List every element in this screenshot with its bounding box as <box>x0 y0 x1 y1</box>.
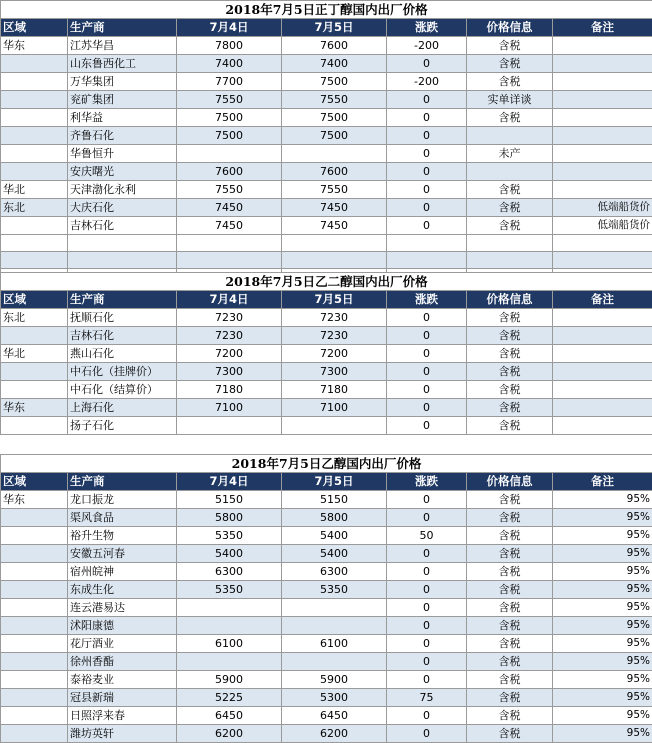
producer-cell: 安徽五河春 <box>68 545 177 563</box>
producer-cell: 花厅酒业 <box>68 635 177 653</box>
table-row <box>1 509 652 527</box>
empty-cell <box>467 235 553 252</box>
producer-cell: 东成生化 <box>68 581 177 599</box>
header-change: 涨跌 <box>387 19 467 37</box>
table-title: 2018年7月5日乙二醇国内出厂价格 <box>1 273 652 291</box>
date2-price-cell: 7500 <box>282 73 387 91</box>
date2-price-cell: 7180 <box>282 381 387 399</box>
producer-cell: 潍坊英轩 <box>68 725 177 743</box>
note-cell: 95% <box>553 671 652 689</box>
note-cell <box>553 109 652 127</box>
change-cell: -200 <box>387 73 467 91</box>
date1-price-cell: 7230 <box>177 327 282 345</box>
change-cell: 0 <box>387 55 467 73</box>
region-cell <box>1 381 68 399</box>
producer-cell: 齐鲁石化 <box>68 127 177 145</box>
date1-price-cell: 6300 <box>177 563 282 581</box>
date1-price-cell <box>177 145 282 163</box>
note-cell <box>553 181 652 199</box>
note-cell: 低端船货价 <box>553 199 652 217</box>
table-row <box>1 327 652 345</box>
table-row <box>1 381 652 399</box>
producer-cell: 泰裕麦业 <box>68 671 177 689</box>
empty-cell <box>177 252 282 269</box>
change-cell: 0 <box>387 707 467 725</box>
table-row <box>1 91 652 109</box>
empty-cell <box>553 235 652 252</box>
empty-cell <box>1 235 68 252</box>
region-cell <box>1 417 68 435</box>
date1-price-cell: 7300 <box>177 363 282 381</box>
header-date2: 7月5日 <box>282 291 387 309</box>
change-cell: 0 <box>387 345 467 363</box>
date2-price-cell: 5400 <box>282 527 387 545</box>
producer-cell: 中石化（挂牌价） <box>68 363 177 381</box>
table-row <box>1 55 652 73</box>
date1-price-cell: 5150 <box>177 491 282 509</box>
producer-cell: 吉林石化 <box>68 327 177 345</box>
producer-cell: 抚顺石化 <box>68 309 177 327</box>
change-cell: 0 <box>387 563 467 581</box>
producer-cell: 吉林石化 <box>68 217 177 235</box>
note-cell <box>553 363 652 381</box>
date1-price-cell: 5225 <box>177 689 282 707</box>
empty-row <box>1 252 652 269</box>
header-date1: 7月4日 <box>177 473 282 491</box>
date2-price-cell: 7500 <box>282 127 387 145</box>
change-cell: 0 <box>387 91 467 109</box>
empty-cell <box>282 235 387 252</box>
table-row <box>1 199 652 217</box>
note-cell <box>553 327 652 345</box>
change-cell: 0 <box>387 145 467 163</box>
price-info-cell: 含税 <box>467 381 553 399</box>
table-row <box>1 653 652 671</box>
region-cell <box>1 635 68 653</box>
price-info-cell: 含税 <box>467 635 553 653</box>
table-row <box>1 417 652 435</box>
price-info-cell: 含税 <box>467 545 553 563</box>
table-title: 2018年7月5日乙醇国内出厂价格 <box>1 455 652 473</box>
region-cell <box>1 91 68 109</box>
date1-price-cell: 6450 <box>177 707 282 725</box>
table-row <box>1 399 652 417</box>
producer-cell: 山东鲁西化工 <box>68 55 177 73</box>
producer-cell: 利华益 <box>68 109 177 127</box>
region-cell: 华东 <box>1 37 68 55</box>
date1-price-cell: 6100 <box>177 635 282 653</box>
date2-price-cell <box>282 145 387 163</box>
change-cell: 0 <box>387 109 467 127</box>
producer-cell: 上海石化 <box>68 399 177 417</box>
date2-price-cell: 7300 <box>282 363 387 381</box>
date1-price-cell: 7450 <box>177 199 282 217</box>
price-info-cell: 实单详谈 <box>467 91 553 109</box>
change-cell: 0 <box>387 671 467 689</box>
date2-price-cell: 6100 <box>282 635 387 653</box>
note-cell: 95% <box>553 617 652 635</box>
date2-price-cell: 7550 <box>282 181 387 199</box>
change-cell: 0 <box>387 617 467 635</box>
change-cell: 0 <box>387 581 467 599</box>
date2-price-cell: 5350 <box>282 581 387 599</box>
note-cell <box>553 163 652 181</box>
region-cell <box>1 545 68 563</box>
change-cell: 0 <box>387 199 467 217</box>
date1-price-cell <box>177 653 282 671</box>
empty-cell <box>1 252 68 269</box>
note-cell: 95% <box>553 599 652 617</box>
date1-price-cell <box>177 417 282 435</box>
producer-cell: 安庆曙光 <box>68 163 177 181</box>
region-cell <box>1 653 68 671</box>
table-row <box>1 689 652 707</box>
change-cell: 0 <box>387 509 467 527</box>
table-row <box>1 363 652 381</box>
date2-price-cell: 6450 <box>282 707 387 725</box>
region-cell: 华东 <box>1 399 68 417</box>
producer-cell: 冠县新瑞 <box>68 689 177 707</box>
header-price-info: 价格信息 <box>467 291 553 309</box>
region-cell <box>1 707 68 725</box>
table-row <box>1 309 652 327</box>
date2-price-cell <box>282 417 387 435</box>
note-cell <box>553 127 652 145</box>
price-info-cell: 含税 <box>467 55 553 73</box>
note-cell: 95% <box>553 491 652 509</box>
region-cell <box>1 599 68 617</box>
date2-price-cell: 7600 <box>282 163 387 181</box>
region-cell <box>1 109 68 127</box>
price-info-cell: 含税 <box>467 363 553 381</box>
region-cell <box>1 145 68 163</box>
header-producer: 生产商 <box>68 19 177 37</box>
change-cell: -200 <box>387 37 467 55</box>
date2-price-cell: 7200 <box>282 345 387 363</box>
note-cell <box>553 55 652 73</box>
header-change: 涨跌 <box>387 473 467 491</box>
header-date1: 7月4日 <box>177 291 282 309</box>
date2-price-cell: 7230 <box>282 309 387 327</box>
date1-price-cell: 7500 <box>177 127 282 145</box>
note-cell: 95% <box>553 725 652 743</box>
header-change: 涨跌 <box>387 291 467 309</box>
empty-cell <box>387 235 467 252</box>
note-cell: 95% <box>553 707 652 725</box>
producer-cell: 沭阳康德 <box>68 617 177 635</box>
date2-price-cell: 5300 <box>282 689 387 707</box>
region-cell <box>1 55 68 73</box>
date1-price-cell: 7180 <box>177 381 282 399</box>
price-info-cell: 含税 <box>467 345 553 363</box>
price-info-cell: 含税 <box>467 309 553 327</box>
producer-cell: 扬子石化 <box>68 417 177 435</box>
region-cell <box>1 509 68 527</box>
producer-cell: 天津渤化永利 <box>68 181 177 199</box>
note-cell <box>553 73 652 91</box>
date2-price-cell: 7450 <box>282 199 387 217</box>
date2-price-cell: 7230 <box>282 327 387 345</box>
empty-cell <box>177 235 282 252</box>
change-cell: 0 <box>387 417 467 435</box>
empty-cell <box>68 252 177 269</box>
date1-price-cell: 7800 <box>177 37 282 55</box>
note-cell: 低端船货价 <box>553 217 652 235</box>
date1-price-cell: 7400 <box>177 55 282 73</box>
price-info-cell: 含税 <box>467 399 553 417</box>
table-row <box>1 635 652 653</box>
price-info-cell: 含税 <box>467 707 553 725</box>
table-row <box>1 707 652 725</box>
header-region: 区域 <box>1 19 68 37</box>
date1-price-cell <box>177 617 282 635</box>
empty-cell <box>387 252 467 269</box>
empty-row <box>1 235 652 252</box>
date2-price-cell: 6300 <box>282 563 387 581</box>
change-cell: 0 <box>387 491 467 509</box>
change-cell: 50 <box>387 527 467 545</box>
change-cell: 0 <box>387 725 467 743</box>
price-info-cell: 含税 <box>467 617 553 635</box>
header-price-info: 价格信息 <box>467 473 553 491</box>
region-cell <box>1 581 68 599</box>
date1-price-cell: 7700 <box>177 73 282 91</box>
table-row <box>1 127 652 145</box>
price-info-cell: 含税 <box>467 37 553 55</box>
region-cell <box>1 563 68 581</box>
producer-cell: 华鲁恒升 <box>68 145 177 163</box>
region-cell <box>1 127 68 145</box>
date1-price-cell: 6200 <box>177 725 282 743</box>
note-cell: 95% <box>553 689 652 707</box>
producer-cell: 兖矿集团 <box>68 91 177 109</box>
date2-price-cell: 7550 <box>282 91 387 109</box>
table-row <box>1 73 652 91</box>
table-row <box>1 671 652 689</box>
date2-price-cell <box>282 617 387 635</box>
producer-cell: 中石化（结算价） <box>68 381 177 399</box>
header-region: 区域 <box>1 291 68 309</box>
header-date1: 7月4日 <box>177 19 282 37</box>
price-info-cell: 含税 <box>467 417 553 435</box>
price-info-cell: 含税 <box>467 181 553 199</box>
note-cell <box>553 399 652 417</box>
note-cell: 95% <box>553 527 652 545</box>
table-row <box>1 599 652 617</box>
note-cell: 95% <box>553 563 652 581</box>
date1-price-cell: 7200 <box>177 345 282 363</box>
price-info-cell: 含税 <box>467 653 553 671</box>
change-cell: 0 <box>387 399 467 417</box>
date2-price-cell: 5900 <box>282 671 387 689</box>
header-note: 备注 <box>553 291 652 309</box>
date1-price-cell: 7550 <box>177 181 282 199</box>
date2-price-cell <box>282 653 387 671</box>
note-cell: 95% <box>553 581 652 599</box>
table-row <box>1 181 652 199</box>
table-row <box>1 491 652 509</box>
date2-price-cell: 5150 <box>282 491 387 509</box>
date1-price-cell: 5800 <box>177 509 282 527</box>
producer-cell: 日照浮来春 <box>68 707 177 725</box>
price-info-cell: 含税 <box>467 509 553 527</box>
header-producer: 生产商 <box>68 291 177 309</box>
price-table-2 <box>0 454 652 743</box>
producer-cell: 渠风食品 <box>68 509 177 527</box>
region-cell: 华北 <box>1 181 68 199</box>
producer-cell: 大庆石化 <box>68 199 177 217</box>
price-info-cell: 含税 <box>467 217 553 235</box>
price-info-cell: 未产 <box>467 145 553 163</box>
date2-price-cell <box>282 599 387 617</box>
change-cell: 0 <box>387 327 467 345</box>
table-row <box>1 109 652 127</box>
empty-cell <box>282 252 387 269</box>
date1-price-cell: 7550 <box>177 91 282 109</box>
header-date2: 7月5日 <box>282 473 387 491</box>
date1-price-cell: 5400 <box>177 545 282 563</box>
table-row <box>1 163 652 181</box>
change-cell: 0 <box>387 635 467 653</box>
table-row <box>1 217 652 235</box>
date1-price-cell: 5350 <box>177 581 282 599</box>
date2-price-cell: 7500 <box>282 109 387 127</box>
date1-price-cell: 7600 <box>177 163 282 181</box>
price-info-cell: 含税 <box>467 599 553 617</box>
empty-cell <box>553 252 652 269</box>
price-info-cell: 含税 <box>467 563 553 581</box>
region-cell <box>1 689 68 707</box>
price-info-cell: 含税 <box>467 725 553 743</box>
empty-cell <box>467 252 553 269</box>
note-cell <box>553 91 652 109</box>
date1-price-cell: 5900 <box>177 671 282 689</box>
change-cell: 0 <box>387 545 467 563</box>
note-cell: 95% <box>553 653 652 671</box>
producer-cell: 连云港易达 <box>68 599 177 617</box>
price-info-cell <box>467 127 553 145</box>
price-info-cell: 含税 <box>467 527 553 545</box>
region-cell <box>1 73 68 91</box>
note-cell <box>553 309 652 327</box>
note-cell: 95% <box>553 635 652 653</box>
change-cell: 0 <box>387 181 467 199</box>
note-cell: 95% <box>553 545 652 563</box>
price-info-cell: 含税 <box>467 199 553 217</box>
date2-price-cell: 7600 <box>282 37 387 55</box>
price-info-cell: 含税 <box>467 689 553 707</box>
note-cell <box>553 37 652 55</box>
date2-price-cell: 6200 <box>282 725 387 743</box>
date1-price-cell: 7500 <box>177 109 282 127</box>
table-row <box>1 725 652 743</box>
date2-price-cell: 7100 <box>282 399 387 417</box>
date1-price-cell: 7100 <box>177 399 282 417</box>
region-cell: 东北 <box>1 199 68 217</box>
header-note: 备注 <box>553 19 652 37</box>
header-note: 备注 <box>553 473 652 491</box>
region-cell: 东北 <box>1 309 68 327</box>
date1-price-cell: 7450 <box>177 217 282 235</box>
date1-price-cell: 7230 <box>177 309 282 327</box>
change-cell: 0 <box>387 381 467 399</box>
table-row <box>1 617 652 635</box>
region-cell <box>1 217 68 235</box>
price-info-cell: 含税 <box>467 491 553 509</box>
note-cell <box>553 381 652 399</box>
producer-cell: 江苏华昌 <box>68 37 177 55</box>
region-cell <box>1 327 68 345</box>
date2-price-cell: 5800 <box>282 509 387 527</box>
region-cell <box>1 671 68 689</box>
price-table-0 <box>0 0 652 286</box>
date2-price-cell: 5400 <box>282 545 387 563</box>
table-row <box>1 345 652 363</box>
price-info-cell: 含税 <box>467 671 553 689</box>
empty-cell <box>68 235 177 252</box>
region-cell <box>1 163 68 181</box>
table-row <box>1 563 652 581</box>
producer-cell: 宿州皖神 <box>68 563 177 581</box>
table-title: 2018年7月5日正丁醇国内出厂价格 <box>1 1 652 19</box>
change-cell: 0 <box>387 127 467 145</box>
region-cell <box>1 725 68 743</box>
price-table-1 <box>0 272 652 435</box>
table-row <box>1 527 652 545</box>
date2-price-cell: 7450 <box>282 217 387 235</box>
change-cell: 75 <box>387 689 467 707</box>
change-cell: 0 <box>387 309 467 327</box>
price-info-cell: 含税 <box>467 327 553 345</box>
producer-cell: 燕山石化 <box>68 345 177 363</box>
note-cell <box>553 345 652 363</box>
table-row <box>1 545 652 563</box>
date2-price-cell: 7400 <box>282 55 387 73</box>
note-cell <box>553 417 652 435</box>
header-producer: 生产商 <box>68 473 177 491</box>
date1-price-cell: 5350 <box>177 527 282 545</box>
producer-cell: 龙口振龙 <box>68 491 177 509</box>
price-info-cell: 含税 <box>467 581 553 599</box>
date1-price-cell <box>177 599 282 617</box>
header-price-info: 价格信息 <box>467 19 553 37</box>
change-cell: 0 <box>387 217 467 235</box>
region-cell <box>1 617 68 635</box>
price-info-cell: 含税 <box>467 109 553 127</box>
change-cell: 0 <box>387 653 467 671</box>
producer-cell: 万华集团 <box>68 73 177 91</box>
price-info-cell <box>467 163 553 181</box>
change-cell: 0 <box>387 363 467 381</box>
table-row <box>1 37 652 55</box>
note-cell: 95% <box>553 509 652 527</box>
change-cell: 0 <box>387 163 467 181</box>
header-date2: 7月5日 <box>282 19 387 37</box>
table-row <box>1 581 652 599</box>
region-cell: 华北 <box>1 345 68 363</box>
region-cell <box>1 527 68 545</box>
note-cell <box>553 145 652 163</box>
header-region: 区域 <box>1 473 68 491</box>
region-cell <box>1 363 68 381</box>
region-cell: 华东 <box>1 491 68 509</box>
price-info-cell: 含税 <box>467 73 553 91</box>
table-row <box>1 145 652 163</box>
producer-cell: 裕升生物 <box>68 527 177 545</box>
producer-cell: 徐州香酯 <box>68 653 177 671</box>
change-cell: 0 <box>387 599 467 617</box>
